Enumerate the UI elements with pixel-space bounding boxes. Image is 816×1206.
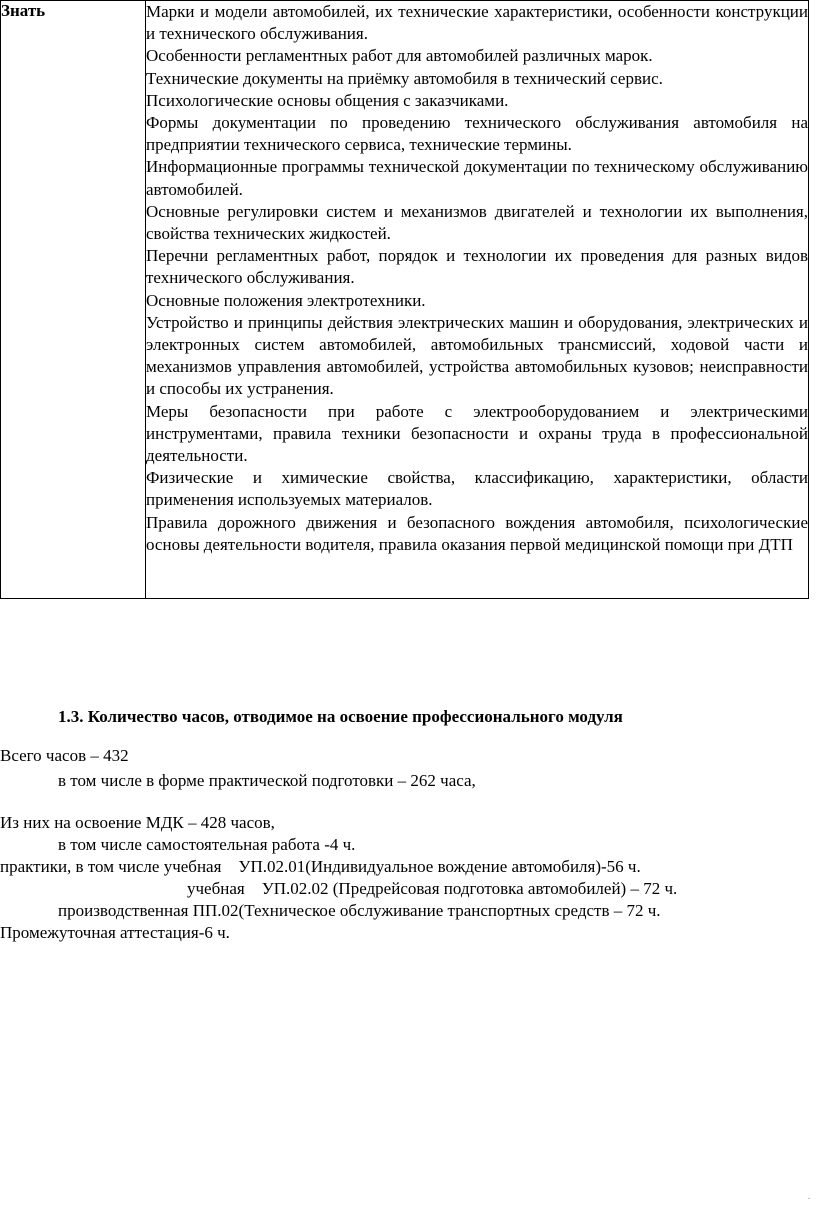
list-item: Особенности регламентных работ для автомобилей различных марок. [146, 46, 653, 66]
list-item: Меры безопасности при работе с электрооборудованием и электрическими инструментами, правила техники безопасности и охраны труда в профессиональной деятельности. [146, 401, 808, 466]
list-item: Физические и химические свойства, классификацию, характеристики, области применения используемых материалов. [146, 468, 808, 510]
list-item: Устройство и принципы действия электрических машин и оборудования, электрических и электронных систем автомобилей, автомобильных трансмиссий, ходовой части и механизмов управления автомобилей, устройства автомобильных кузовов; неисправности и способы их устранения. [146, 312, 808, 399]
list-item: Технические документы на приёмку автомобиля в технический сервис. [146, 68, 663, 88]
list-item: Правила дорожного движения и безопасного вождения автомобиля, психологические основы деятельности водителя, правила оказания первой медицинской помощи при ДТП [146, 512, 808, 554]
requirements-table [0, 0, 809, 599]
list-item: Психологические основы общения с заказчиками. [146, 90, 509, 110]
label-cell [1, 1, 146, 599]
intermediate-attestation-line: Промежуточная аттестация-6 ч. [0, 923, 230, 942]
mdk-hours-line: Из них на освоение МДК – 428 часов, [0, 813, 275, 832]
total-hours-line: Всего часов – 432 [0, 746, 129, 765]
table-row [1, 1, 809, 599]
list-item: Марки и модели автомобилей, их технические характеристики, особенности конструкции и технического обслуживания. [146, 2, 808, 44]
practice-line: учебная УП.02.02 (Предрейсовая подготовка автомобилей) – 72 ч. [187, 879, 678, 898]
practice-line: практики, в том числе учебная УП.02.01(Индивидуальное вождение автомобиля)-56 ч. [0, 857, 641, 876]
list-item: Основные положения электротехники. [146, 290, 426, 310]
list-item: Основные регулировки систем и механизмов двигателей и технологии их выполнения, свойства технических жидкостей. [146, 201, 808, 244]
practice-line: производственная ПП.02(Техническое обслуживание транспортных средств – 72 ч. [58, 901, 661, 920]
list-item: Информационные программы технической документации по техническому обслуживанию автомобилей. [146, 157, 808, 199]
practical-training-line: в том числе в форме практической подготовки – 262 часа, [58, 771, 476, 790]
list-item: Перечни регламентных работ, порядок и технологии их проведения для разных видов технического обслуживания. [146, 246, 808, 288]
know-label: Знать [1, 1, 46, 20]
list-item: Формы документации по проведению технического обслуживания автомобиля на предприятии технического сервиса, технические термины. [146, 113, 808, 155]
page-marker: . [808, 1192, 810, 1201]
content-cell [146, 1, 809, 599]
section-heading: 1.3. Количество часов, отводимое на освоение профессионального модуля [58, 707, 623, 726]
independent-work-line: в том числе самостоятельная работа -4 ч. [58, 835, 356, 854]
